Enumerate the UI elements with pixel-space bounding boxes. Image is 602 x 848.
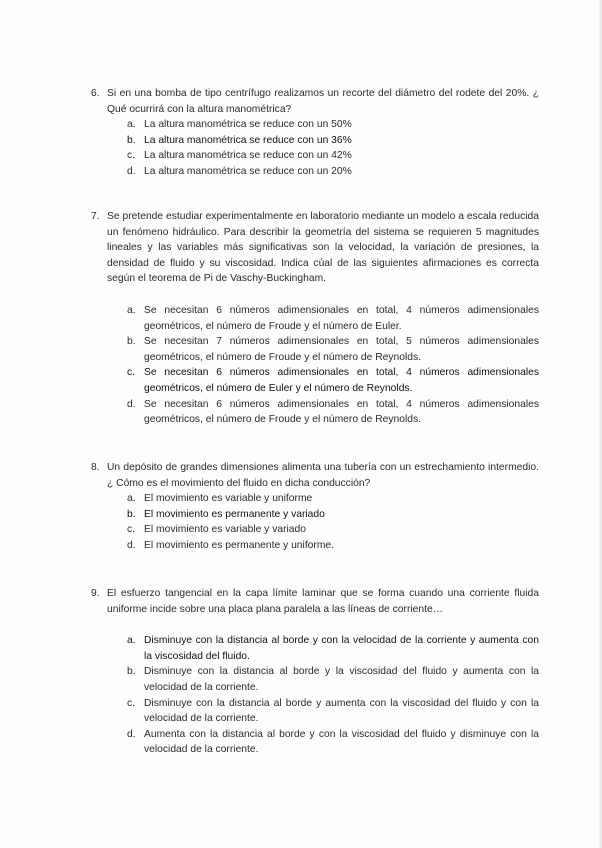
option-b — [127, 507, 539, 523]
option-text: Se necesitan 7 números adimensionales en total, 5 números adimensionales geométricos, el número de Froude y el número de Reynolds. — [144, 336, 539, 363]
option-d — [127, 538, 539, 554]
option-letter: b. — [127, 666, 136, 678]
option-c — [127, 365, 539, 396]
option-b — [127, 334, 539, 365]
question-text: Un depósito de grandes dimensiones alimenta una tubería con un estrechamiento intermedio. ¿ Cómo es el movimiento del fluido en dicha conducción? — [107, 462, 539, 489]
question-6 — [91, 86, 539, 180]
option-letter: d. — [127, 165, 136, 177]
question-number: 9. — [91, 588, 100, 599]
option-text: Se necesitan 6 números adimensionales en total, 4 números adimensionales geométricos, el número de Euler y el número de Reynolds. — [144, 367, 539, 394]
question-7 — [91, 209, 539, 428]
option-letter: c. — [127, 524, 136, 536]
options-list — [127, 303, 539, 428]
options-list — [127, 633, 539, 758]
scan-edge-shadow — [598, 0, 602, 848]
option-c — [127, 148, 539, 164]
question-8 — [91, 460, 539, 554]
option-letter: c. — [127, 150, 136, 162]
option-text: El movimiento es permanente y uniforme. — [144, 539, 335, 551]
option-a — [127, 491, 539, 507]
option-text: La altura manométrica se reduce con un 20% — [144, 165, 352, 177]
option-letter: a. — [127, 493, 136, 505]
option-a — [127, 633, 539, 664]
option-text: Se necesitan 6 números adimensionales en total, 4 números adimensionales geométricos, el número de Froude y el número de Reynolds. — [144, 398, 539, 426]
option-letter: b. — [127, 336, 136, 348]
question-number: 6. — [91, 88, 100, 99]
option-text: La altura manométrica se reduce con un 42% — [144, 150, 352, 162]
question-text: Se pretende estudiar experimentalmente en laboratorio mediante un modelo a escala reducida un fenómeno hidráulico. Para describir la geometría del sistema se requieren 5 magnitudes lineales y las variables más significativas son la velocidad, la variación de presiones, la densidad de fluido y su viscosidad. Indica cúal de las siguientes afirmaciones es correcta según el teorema de Pi de Vaschy-Buckingham. — [107, 211, 539, 285]
question-number: 7. — [91, 211, 100, 222]
option-text: La altura manométrica se reduce con un 36% — [144, 134, 352, 146]
option-letter: a. — [127, 304, 136, 316]
option-c — [127, 522, 539, 538]
question-text: Si en una bomba de tipo centrífugo realizamos un recorte del diámetro del rodete del 20%. ¿ Qué ocurrirá con la altura manométrica? — [107, 88, 539, 115]
option-letter: a. — [127, 635, 136, 647]
option-letter: b. — [127, 134, 136, 146]
options-list — [127, 491, 539, 553]
option-d — [127, 397, 539, 428]
option-letter: c. — [127, 697, 136, 709]
option-letter: d. — [127, 539, 136, 551]
option-a — [127, 117, 539, 133]
option-d — [127, 164, 539, 180]
options-list — [127, 117, 539, 179]
option-letter: d. — [127, 398, 136, 410]
option-text: Disminuye con la distancia al borde y con la velocidad de la corriente y aumenta con la viscosidad del fluido. — [144, 635, 539, 662]
option-letter: a. — [127, 119, 136, 131]
option-letter: c. — [127, 367, 136, 379]
option-d — [127, 727, 539, 758]
option-b — [127, 664, 539, 695]
option-text: Aumenta con la distancia al borde y con la viscosidad del fluido y disminuye con la velocidad de la corriente. — [144, 728, 539, 756]
option-letter: b. — [127, 508, 136, 520]
option-text: El movimiento es variable y variado — [144, 524, 306, 536]
option-letter: d. — [127, 728, 136, 740]
option-text: El movimiento es variable y uniforme — [144, 493, 313, 505]
option-text: Se necesitan 6 números adimensionales en total, 4 números adimensionales geométricos, el número de Froude y el número de Euler. — [144, 304, 539, 332]
option-text: La altura manométrica se reduce con un 50% — [144, 119, 352, 131]
option-text: Disminuye con la distancia al borde y la viscosidad del fluido y aumenta con la velocidad de la corriente. — [144, 666, 539, 693]
option-text: El movimiento es permanente y variado — [144, 508, 325, 520]
option-c — [127, 696, 539, 727]
option-b — [127, 133, 539, 149]
question-9 — [91, 586, 539, 758]
question-number: 8. — [91, 462, 100, 473]
option-text: Disminuye con la distancia al borde y aumenta con la viscosidad del fluido y con la velocidad de la corriente. — [144, 697, 539, 725]
question-text: El esfuerzo tangencial en la capa límite laminar que se forma cuando una corriente fluida uniforme incide sobre una placa plana paralela a las líneas de corriente… — [107, 588, 539, 615]
option-a — [127, 303, 539, 334]
